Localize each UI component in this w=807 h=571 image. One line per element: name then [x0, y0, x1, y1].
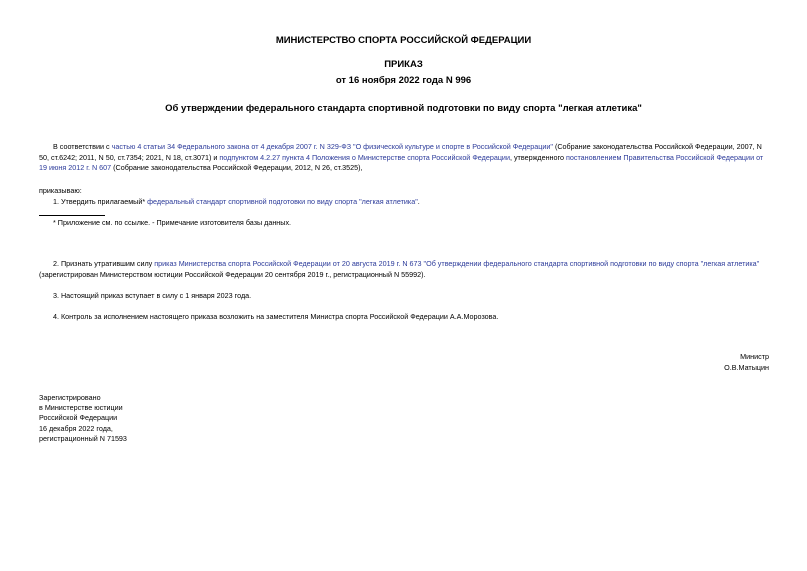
item-2-text-2: (зарегистрирован Министерством юстиции Российской Федерации 20 сентября 2019 г., регистрационный N 55992).	[39, 269, 426, 279]
ministry-title: МИНИСТЕРСТВО СПОРТА РОССИЙСКОЙ ФЕДЕРАЦИИ	[275, 35, 532, 46]
item-2	[39, 259, 769, 280]
order-word: приказываю:	[39, 186, 82, 195]
signature-position: Министр	[740, 352, 769, 361]
doc-subject: Об утверждении федерального стандарта спортивной подготовки по виду спорта "легкая атлетика"	[165, 103, 642, 114]
preamble-text-2: (Собрание законодательства Российской Федерации, 2007, N 50, ст.6242; 2011, N 50, ст.7354; 2021, N 18, ст.3071) и	[39, 142, 762, 162]
standard-link[interactable]: федеральный стандарт спортивной подготовки по виду спорта "легкая атлетика"	[147, 197, 418, 206]
regulation-link[interactable]: подпунктом 4.2.27 пункта 4 Положения о Министерстве спорта Российской Федерации	[219, 152, 510, 162]
registration-block	[39, 393, 127, 444]
item-1-text-1: 1. Утвердить прилагаемый*	[53, 197, 148, 206]
registration-line-4: 16 декабря 2022 года,	[39, 423, 113, 433]
repealed-order-link[interactable]: приказ Министерства спорта Российской Федерации от 20 августа 2019 г. N 673 "Об утверждении федерального стандарта спортивной подготовки по виду спорта "легкая атлетика"	[154, 259, 760, 268]
footnote: * Приложение см. по ссылке. - Примечание изготовителя базы данных.	[53, 218, 292, 227]
doc-date: от 16 ноября 2022 года N 996	[335, 75, 472, 86]
registration-line-1: Зарегистрировано	[39, 393, 101, 402]
preamble-text-1: В соответствии с	[53, 142, 112, 151]
preamble-paragraph	[39, 142, 769, 174]
preamble-text-4: (Собрание законодательства Российской Федерации, 2012, N 26, ст.3525),	[111, 163, 363, 173]
doc-type: ПРИКАЗ	[384, 59, 423, 70]
registration-line-5: регистрационный N 71593	[39, 433, 127, 443]
item-4: 4. Контроль за исполнением настоящего приказа возложить на заместителя Министра спорта Российской Федерации А.А.Морозова.	[53, 312, 499, 321]
government-decree-link[interactable]: постановлением Правительства Российской Федерации от 19 июня 2012 г. N 607	[39, 152, 764, 173]
item-2-text-1: 2. Признать утратившим силу	[53, 259, 155, 268]
item-3: 3. Настоящий приказ вступает в силу с 1 января 2023 года.	[53, 291, 252, 300]
preamble-text-3: , утвержденного	[509, 152, 566, 162]
signature-name: О.В.Матыцин	[724, 363, 769, 372]
footnote-divider	[39, 215, 105, 216]
registration-line-2: в Министерстве юстиции	[39, 403, 123, 413]
law-link[interactable]: частью 4 статьи 34 Федерального закона от 4 декабря 2007 г. N 329-ФЗ "О физической культуре и спорте в Российской Федерации"	[111, 142, 553, 151]
item-1	[53, 197, 769, 208]
item-1-text-2: .	[417, 197, 420, 206]
registration-line-3: Российской Федерации	[39, 413, 118, 423]
